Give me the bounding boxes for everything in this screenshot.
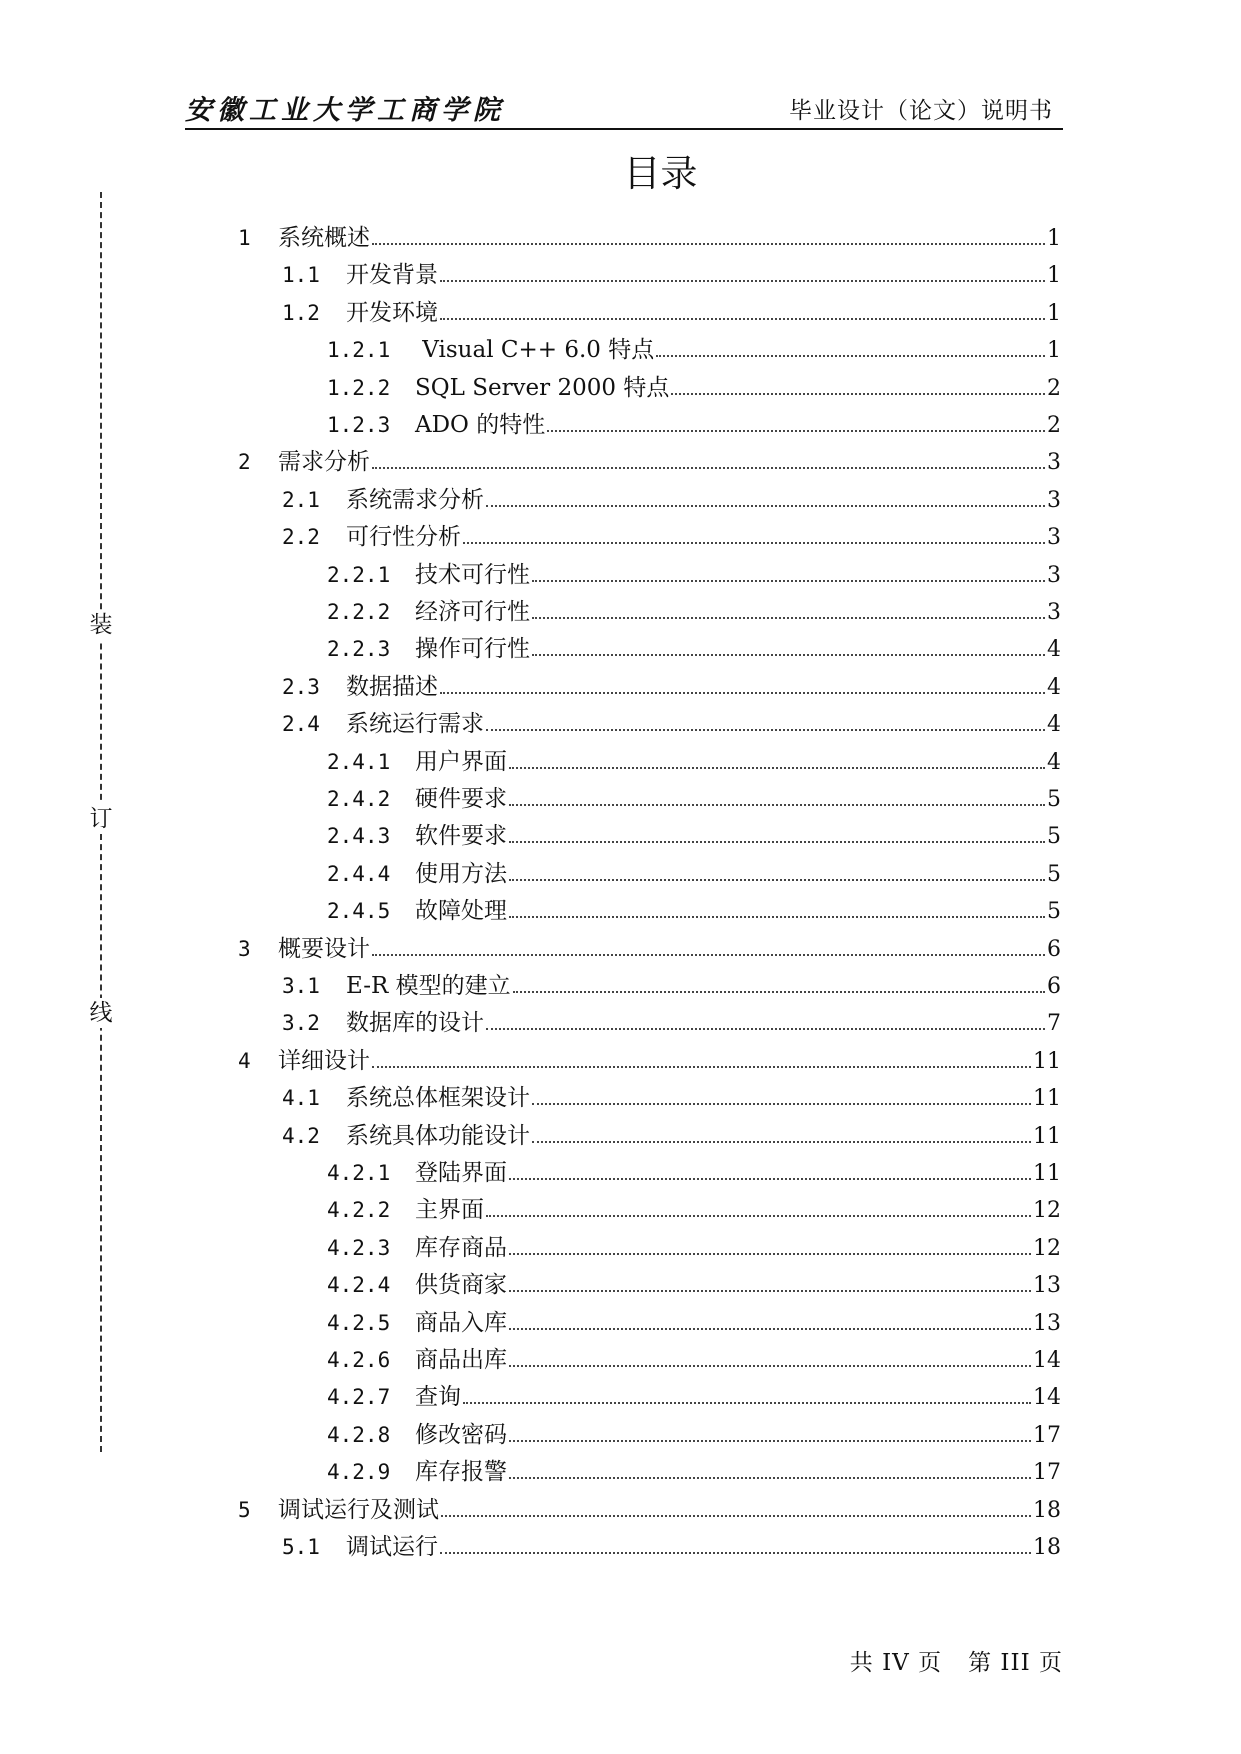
toc-dot-leader [463,542,1045,544]
toc-entry[interactable] [327,820,1061,852]
toc-entry-number: 2.2 [282,525,320,549]
toc-dot-leader [532,580,1045,582]
toc-entry-number: 2.4 [282,712,320,736]
toc-entry-page: 6 [1047,974,1061,999]
toc-entry[interactable] [327,1194,1061,1226]
toc-entry-title: 系统运行需求 [346,711,484,737]
toc-entry-page: 3 [1047,563,1061,588]
toc-entry-number: 1.2 [282,301,320,325]
toc-entry[interactable] [327,409,1061,441]
toc-entry-page: 5 [1047,787,1061,812]
toc-entry-number: 2.4.2 [327,787,391,811]
toc-entry-page: 1 [1047,263,1061,288]
toc-entry[interactable] [327,559,1061,591]
toc-entry-page: 12 [1033,1198,1061,1223]
toc-entry-number: 2.3 [282,675,320,699]
toc-entry-title: 调试运行 [346,1534,438,1560]
toc-dot-leader [532,654,1045,656]
toc-entry-page: 4 [1047,750,1061,775]
toc-entry-title: 系统需求分析 [346,487,484,513]
toc-entry-title: 库存商品 [415,1235,507,1261]
toc-entry-page: 3 [1047,450,1061,475]
toc-entry-page: 12 [1033,1236,1061,1261]
toc-entry-page: 17 [1033,1460,1061,1485]
toc-entry[interactable] [282,1007,1061,1039]
toc-entry-page: 13 [1033,1273,1061,1298]
toc-dot-leader [509,804,1045,806]
toc-dot-leader [509,1178,1031,1180]
toc-entry[interactable] [327,1456,1061,1488]
toc-entry-title: E-R 模型的建立 [346,973,511,999]
toc-dot-leader [509,879,1045,881]
toc-entry-page: 18 [1033,1535,1061,1560]
toc-dot-leader [463,1402,1031,1404]
current-page: 第 III 页 [968,1650,1063,1676]
toc-entry-title: 开发背景 [346,262,438,288]
toc-entry[interactable] [327,1307,1061,1339]
toc-entry-title: 经济可行性 [415,599,530,625]
toc-entry-page: 5 [1047,862,1061,887]
toc-entry-title: 调试运行及测试 [278,1497,439,1523]
toc-dot-leader [509,1477,1031,1479]
toc-entry-number: 2.4.3 [327,824,391,848]
toc-entry[interactable] [238,222,1061,254]
toc-entry[interactable] [327,1381,1061,1413]
toc-dot-leader [656,355,1045,357]
toc-entry-page: 14 [1033,1385,1061,1410]
toc-entry-title: 修改密码 [415,1422,507,1448]
toc-entry[interactable] [327,372,1061,404]
toc-entry-number: 2.4.5 [327,899,391,923]
toc-entry-title: 主界面 [415,1197,484,1223]
toc-entry-title: 需求分析 [278,449,370,475]
toc-entry-page: 3 [1047,600,1061,625]
binding-char-xian: 线 [89,1000,113,1026]
toc-entry-title: 商品出库 [415,1347,507,1373]
toc-dot-leader [486,1215,1031,1217]
toc-entry-number: 4.2.9 [327,1460,391,1484]
toc-entry-title: 故障处理 [415,898,507,924]
toc-entry-page: 3 [1047,488,1061,513]
toc-entry-number: 4.2 [282,1124,320,1148]
toc-entry-number: 2.2.3 [327,637,391,661]
toc-entry[interactable] [282,259,1061,291]
binding-char-zhuang: 装 [89,612,113,638]
toc-dot-leader [509,1328,1031,1330]
toc-dot-leader [509,841,1045,843]
toc-entry-title: 概要设计 [278,936,370,962]
toc-entry-title: 商品入库 [415,1310,507,1336]
toc-entry-title: 使用方法 [415,861,507,887]
toc-entry-title: 登陆界面 [415,1160,507,1186]
toc-entry-title: 技术可行性 [415,562,530,588]
toc-entry[interactable] [282,708,1061,740]
toc-entry-page: 3 [1047,525,1061,550]
toc-dot-leader [440,1552,1031,1554]
toc-entry-title: 软件要求 [415,823,507,849]
toc-entry-number: 2.2.2 [327,600,391,624]
toc-entry-title: 数据描述 [346,674,438,700]
toc-entry[interactable] [327,1269,1061,1301]
toc-entry-title: 开发环境 [346,300,438,326]
toc-dot-leader [532,1103,1031,1105]
toc-entry[interactable] [238,1494,1061,1526]
toc-dot-leader [509,1290,1031,1292]
toc-entry[interactable] [282,671,1061,703]
toc-entry-number: 4.2.7 [327,1385,391,1409]
toc-entry[interactable] [282,970,1061,1002]
toc-entry[interactable] [327,783,1061,815]
toc-entry-page: 1 [1047,301,1061,326]
toc-entry-page: 13 [1033,1311,1061,1336]
toc-entry-page: 1 [1047,226,1061,251]
toc-entry-page: 14 [1033,1348,1061,1373]
toc-entry[interactable] [282,1082,1061,1114]
toc-entry-page: 2 [1047,376,1061,401]
toc-dot-leader [532,617,1045,619]
toc-entry-title: 系统总体框架设计 [346,1085,530,1111]
toc-title: 目录 [623,152,698,195]
toc-entry[interactable] [282,484,1061,516]
toc-dot-leader [372,467,1045,469]
toc-entry-page: 5 [1047,899,1061,924]
toc-entry-title: SQL Server 2000 特点 [415,375,670,401]
toc-entry-number: 2.2.1 [327,563,391,587]
toc-entry-title: 用户界面 [415,749,507,775]
binding-char-ding: 订 [89,806,113,832]
toc-dot-leader [441,1515,1031,1517]
toc-dot-leader [671,393,1045,395]
toc-entry-page: 11 [1033,1161,1061,1186]
toc-entry[interactable] [327,596,1061,628]
toc-entry-title: 详细设计 [278,1048,370,1074]
toc-entry-number: 4.2.1 [327,1161,391,1185]
toc-entry-title: 操作可行性 [415,636,530,662]
toc-entry-page: 17 [1033,1423,1061,1448]
toc-entry[interactable] [238,446,1061,478]
toc-entry-number: 4.2.4 [327,1273,391,1297]
toc-entry[interactable] [327,1419,1061,1451]
toc-entry-title: 查询 [415,1384,461,1410]
toc-dot-leader [440,692,1045,694]
toc-entry-page: 2 [1047,413,1061,438]
toc-entry-number: 4.2.5 [327,1311,391,1335]
toc-entry[interactable] [327,1157,1061,1189]
toc-entry[interactable] [282,1120,1061,1152]
toc-entry-title: ADO 的特性 [415,412,546,438]
toc-entry[interactable] [327,334,1061,366]
toc-entry-title: 系统具体功能设计 [346,1123,530,1149]
toc-entry-page: 11 [1033,1049,1061,1074]
toc-entry-title: 系统概述 [278,225,370,251]
toc-entry-number: 4 [238,1049,251,1073]
toc-entry-number: 5.1 [282,1535,320,1559]
toc-entry-page: 4 [1047,712,1061,737]
toc-entry-page: 6 [1047,937,1061,962]
toc-dot-leader [486,729,1045,731]
toc-dot-leader [509,1365,1031,1367]
toc-entry[interactable] [327,633,1061,665]
toc-entry[interactable] [282,1531,1061,1563]
toc-entry-number: 2.1 [282,488,320,512]
page-footer [850,1644,1063,1677]
toc-dot-leader [513,991,1045,993]
toc-dot-leader [486,505,1045,507]
school-name: 安徽工业大学工商学院 [185,95,505,126]
toc-entry-number: 3.2 [282,1011,320,1035]
toc-entry[interactable] [238,1045,1061,1077]
toc-dot-leader [440,318,1045,320]
toc-entry-number: 1 [238,226,251,250]
page-header [185,88,1063,130]
document-type: 毕业设计（论文）说明书 [789,98,1053,124]
toc-entry-title: 可行性分析 [346,524,461,550]
toc-dot-leader [509,1440,1031,1442]
toc-entry-number: 5 [238,1498,251,1522]
toc-entry-title: 库存报警 [415,1459,507,1485]
toc-dot-leader [532,1141,1031,1143]
toc-entry-number: 1.2.1 [327,338,391,362]
toc-dot-leader [509,1253,1031,1255]
toc-entry-number: 1.1 [282,263,320,287]
toc-entry-page: 4 [1047,675,1061,700]
toc-entry-title: Visual C++ 6.0 特点 [415,337,655,363]
toc-entry-page: 5 [1047,824,1061,849]
toc-entry-number: 4.2.8 [327,1423,391,1447]
toc-entry-page: 18 [1033,1498,1061,1523]
toc-entry[interactable] [282,521,1061,553]
toc-entry-number: 4.2.3 [327,1236,391,1260]
total-pages: 共 IV 页 [849,1650,943,1676]
toc-entry[interactable] [327,895,1061,927]
toc-entry[interactable] [282,297,1061,329]
toc-dot-leader [372,243,1045,245]
toc-entry-page: 1 [1047,338,1061,363]
toc-dot-leader [486,1028,1045,1030]
toc-entry[interactable] [327,746,1061,778]
toc-entry-page: 11 [1033,1124,1061,1149]
toc-dot-leader [440,280,1045,282]
toc-dot-leader [509,767,1045,769]
toc-entry-title: 数据库的设计 [346,1010,484,1036]
toc-entry[interactable] [238,933,1061,965]
toc-dot-leader [547,430,1045,432]
toc-entry-number: 4.1 [282,1086,320,1110]
toc-entry-number: 4.2.6 [327,1348,391,1372]
toc-entry-page: 11 [1033,1086,1061,1111]
toc-entry-title: 硬件要求 [415,786,507,812]
toc-entry-number: 2.4.4 [327,862,391,886]
toc-entry-number: 1.2.2 [327,376,391,400]
toc-entry-number: 1.2.3 [327,413,391,437]
toc-entry-number: 4.2.2 [327,1198,391,1222]
toc-entry-number: 2 [238,450,251,474]
toc-entry-title: 供货商家 [415,1272,507,1298]
toc-entry-page: 7 [1047,1011,1061,1036]
toc-dot-leader [509,916,1045,918]
toc-entry-number: 2.4.1 [327,750,391,774]
toc-entry[interactable] [327,1232,1061,1264]
toc-entry[interactable] [327,1344,1061,1376]
toc-entry[interactable] [327,858,1061,890]
toc-dot-leader [372,1066,1031,1068]
toc-entry-page: 4 [1047,637,1061,662]
toc-dot-leader [372,954,1045,956]
toc-entry-number: 3 [238,937,251,961]
toc-entry-number: 3.1 [282,974,320,998]
